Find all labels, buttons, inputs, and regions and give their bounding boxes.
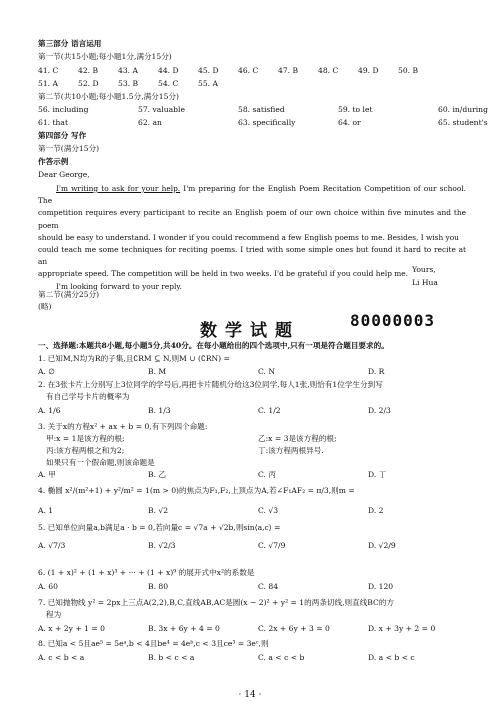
q7-line2: 程为 <box>46 610 62 619</box>
part4-sec2: 第二节(满分25分) <box>38 290 100 299</box>
answer-row-61-65 <box>38 117 500 128</box>
answer: 57. valuable <box>138 105 185 114</box>
q2-opt-b: B. 1/3 <box>148 406 171 415</box>
answer: 55. A <box>198 79 218 88</box>
answer: 50. B <box>398 66 419 75</box>
q5-opt-b: B. √2/3 <box>148 541 176 550</box>
q3-line1: 3. 关于x的方程x² + ax + b = 0,有下列四个命题: <box>38 422 208 431</box>
q5-opt-d: D. √2/9 <box>368 541 396 550</box>
answer: 56. including <box>38 105 89 114</box>
answer: 52. D <box>78 79 99 88</box>
q5-opt-a: A. √7/3 <box>38 541 66 550</box>
q3-prop-a: 甲:x = 1是该方程的根; <box>46 434 125 443</box>
q1-opt-b: B. M <box>148 367 167 376</box>
q6-opt-d: D. 120 <box>368 582 394 591</box>
q4: 4. 椭圆 x²/(m²+1) + y²/m² = 1(m > 0)的焦点为F₁,F₂,上顶点为A,若∠F₁AF₂ = π/3,则m = <box>38 486 355 495</box>
answer: 48. C <box>318 66 339 75</box>
answer-row-41-50 <box>38 65 438 76</box>
q8-opt-b: B. b < c < a <box>148 653 195 662</box>
answer: 51. A <box>38 79 58 88</box>
q1-opt-c: C. N <box>258 367 276 376</box>
part3-sec1: 第一节(共15小题;每小题1分,满分15分) <box>38 52 172 61</box>
q1-opt-d: D. R <box>368 367 385 376</box>
part4-sec1: 第一节(满分15分) <box>38 144 100 153</box>
q3-prop-c: 丙:该方程两根之和为2; <box>46 446 125 455</box>
q8-opt-c: C. a < c < b <box>258 653 305 662</box>
q8: 8. 已知a < 5且ae⁵ = 5eᵃ,b < 4且be⁴ = 4eᵇ,c < 3且ce³ = 3eᶜ,则 <box>38 639 269 648</box>
letter-text: I'm looking forward to your reply. <box>56 281 182 291</box>
part3-sec2: 第二节(共10小题;每小题1.5分,满分15分) <box>38 92 180 101</box>
q2-line2: 有自己学号卡片的概率为 <box>46 392 130 401</box>
q3-opt-c: C. 丙 <box>258 470 276 479</box>
q6-opt-c: C. 84 <box>258 582 279 591</box>
q3-opt-a: A. 甲 <box>38 470 56 479</box>
q3-opt-b: B. 乙 <box>148 470 167 479</box>
answer-row-51-55 <box>38 78 238 89</box>
answer: 63. specifically <box>238 118 296 127</box>
q3-opt-d: D. 丁 <box>368 470 387 479</box>
q5: 5. 已知单位向量a,b满足a · b = 0,若向量c = √7a + √2b,则sin⟨a,c⟩ = <box>38 523 281 532</box>
q6-opt-b: B. 80 <box>148 582 169 591</box>
q3-prop-d: 丁:该方程两根异号. <box>258 446 324 455</box>
answer: 45. D <box>198 66 219 75</box>
sample-heading: 作答示例 <box>38 157 69 166</box>
answer: 44. D <box>158 66 179 75</box>
q4-opt-b: B. √2 <box>148 506 169 515</box>
q2-opt-c: C. 1/2 <box>258 406 281 415</box>
q3-line3: 如果只有一个假命题,则该命题是 <box>46 458 155 467</box>
q7-opt-b: B. 3x + 6y + 4 = 0 <box>148 624 220 633</box>
answer-row-56-60 <box>38 104 500 115</box>
q7-line1: 7. 已知抛物线 y² = 2px上三点A(2,2),B,C,直线AB,AC是圆(x − 2)² + y² = 1的两条切线,则直线BC的方 <box>38 598 395 607</box>
part4-heading: 第四部分 写作 <box>38 131 87 140</box>
q4-opt-c: C. √3 <box>258 506 279 515</box>
answer: 53. B <box>118 79 139 88</box>
part3-heading: 第三部分 语言运用 <box>38 39 102 48</box>
letter-text: should be easy to understand. I wonder if you could recommend a few English poems to me. Besides, I wish you <box>38 232 459 242</box>
answer: 46. C <box>238 66 259 75</box>
q4-opt-d: D. 2 <box>368 506 384 515</box>
q7-opt-d: D. x + 3y + 2 = 0 <box>368 624 436 633</box>
letter-body <box>38 183 466 293</box>
q5-opt-c: C. √7/9 <box>258 541 286 550</box>
letter-closing: Yours, <box>412 265 436 274</box>
answer: 64. or <box>338 118 361 127</box>
answer: 43. A <box>118 66 138 75</box>
answer: 60. in/during <box>438 105 488 114</box>
answer: 59. to let <box>338 105 373 114</box>
q6-opt-a: A. 60 <box>38 582 58 591</box>
letter-text: could teach me some techniques for reciting poems. I tried with some simple ones but found it hard to recite at an <box>38 245 466 267</box>
math-intro: 一、选择题:本题共8小题,每小题5分,共40分。在每小题给出的四个选项中,只有一项是符合题目要求的。 <box>38 341 389 350</box>
letter-signature: Li Hua <box>412 278 438 287</box>
answer: 61. that <box>38 118 69 127</box>
q8-opt-a: A. c < b < a <box>38 653 85 662</box>
answer: 47. B <box>278 66 299 75</box>
answer: 65. student's <box>438 118 488 127</box>
q2-line1: 2. 在3张卡片上分别写上3位同学的学号后,再把卡片随机分给这3位同学,每人1张,则恰有1位学生分到写 <box>38 380 383 389</box>
math-title: 数学试题 <box>200 321 300 341</box>
answer: 58. satisfied <box>238 105 285 114</box>
page-number: · 14 · <box>238 690 262 700</box>
letter-text: I'm preparing for the English Poem Recitation Competition of our school. The <box>38 184 466 206</box>
q6: 6. (1 + x)² + (1 + x)³ + ··· + (1 + x)⁹ 的展开式中x²的系数是 <box>38 568 255 577</box>
letter-greeting: Dear George, <box>38 170 90 179</box>
answer: 41. C <box>38 66 59 75</box>
answer: 54. C <box>158 79 179 88</box>
q2-opt-a: A. 1/6 <box>38 406 61 415</box>
paper-code: 80000003 <box>350 311 436 330</box>
q1-opt-a: A. ∅ <box>38 367 55 376</box>
q7-opt-c: C. 2x + 6y + 3 = 0 <box>258 624 330 633</box>
letter-text: competition requires every participant to recite an English poem of our own choice within five minutes and the poem <box>38 208 466 230</box>
answer: 62. an <box>138 118 162 127</box>
q3-prop-b: 乙:x = 3是该方程的根; <box>258 434 337 443</box>
q7-opt-a: A. x + 2y + 1 = 0 <box>38 624 105 633</box>
q8-opt-d: D. a < b < c <box>368 653 415 662</box>
q4-opt-a: A. 1 <box>38 506 54 515</box>
q1: 1. 已知M,N均为R的子集,且∁RM ⊆ N,则M ∪ (∁RN) = <box>38 354 230 363</box>
omitted-note: (略) <box>38 302 52 311</box>
answer: 42. B <box>78 66 99 75</box>
answer: 49. D <box>358 66 379 75</box>
letter-text: appropriate speed. The competition will be held in two weeks. I'd be grateful if you could help me. <box>38 269 409 279</box>
underlined-sentence: I'm writing to ask for your help. <box>56 184 181 193</box>
q2-opt-d: D. 2/3 <box>368 406 391 415</box>
